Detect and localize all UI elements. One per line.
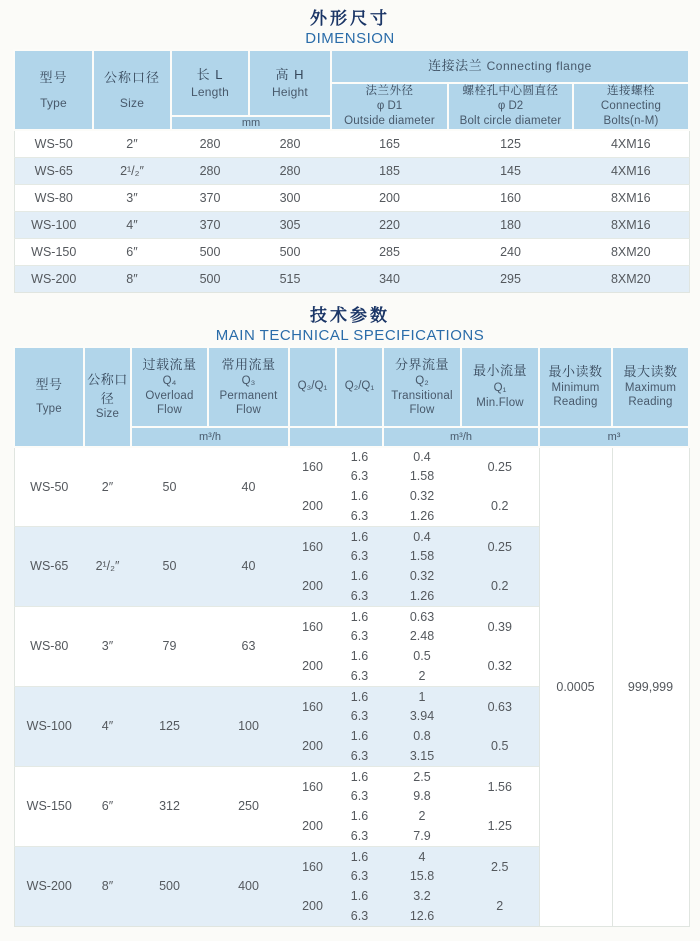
cell-bolt-circle-diameter: 160 — [448, 184, 573, 211]
cell-q3q1: 160 — [289, 607, 336, 647]
minflow-symbol: Q₁ — [493, 382, 507, 395]
ratio-q3q1-label: Q₃/Q₁ — [297, 379, 328, 392]
cell-size: 2¹/₂″ — [84, 527, 131, 607]
cell-min-flow: 0.25 — [461, 447, 539, 487]
cell-transitional-flow: 0.8 — [383, 727, 461, 747]
bolts-en2: Bolts(n-M) — [603, 114, 659, 127]
cell-transitional-flow: 3.2 — [383, 887, 461, 907]
cell-q2q1: 6.3 — [336, 707, 383, 727]
dimension-title-en: DIMENSION — [305, 30, 395, 47]
cell-transitional-flow: 12.6 — [383, 907, 461, 927]
cell-min-flow: 0.5 — [461, 727, 539, 767]
cell-transitional-flow: 0.32 — [383, 487, 461, 507]
cell-min-flow: 2.5 — [461, 847, 539, 887]
flange-group-zh: 连接法兰 — [428, 58, 483, 74]
cell-q3q1: 200 — [289, 807, 336, 847]
cell-overload-flow: 79 — [131, 607, 208, 687]
cell-transitional-flow: 7.9 — [383, 827, 461, 847]
spec-type-zh: 型号 — [35, 377, 63, 393]
cell-type: WS-100 — [14, 211, 93, 238]
cell-outside-diameter: 185 — [331, 157, 448, 184]
transitional-symbol: Q₂ — [415, 375, 429, 388]
bolts-zh: 连接螺栓 — [607, 85, 655, 98]
cell-transitional-flow: 4 — [383, 847, 461, 867]
unit-ratio-spacer — [289, 427, 383, 447]
d2-en: Bolt circle diameter — [459, 114, 562, 127]
col-header-height-zh: 高 H — [275, 66, 305, 82]
cell-q2q1: 6.3 — [336, 907, 383, 927]
spec-table-body — [14, 447, 689, 927]
spec-col-header-size — [84, 347, 131, 447]
cell-connecting-bolts: 8XM20 — [573, 265, 689, 292]
cell-q2q1: 1.6 — [336, 887, 383, 907]
cell-connecting-bolts: 4XM16 — [573, 157, 689, 184]
spec-section-title — [0, 305, 700, 346]
cell-min-flow: 0.25 — [461, 527, 539, 567]
cell-transitional-flow: 1.58 — [383, 547, 461, 567]
col-header-size-zh: 公称口径 — [103, 69, 160, 85]
cell-q3q1: 200 — [289, 727, 336, 767]
cell-type: WS-50 — [14, 447, 84, 527]
cell-outside-diameter: 200 — [331, 184, 448, 211]
cell-height: 280 — [249, 130, 331, 157]
spec-title-zh: 技术参数 — [310, 305, 390, 325]
cell-transitional-flow: 1.26 — [383, 587, 461, 607]
spec-table — [13, 346, 690, 928]
cell-min-flow: 0.63 — [461, 687, 539, 727]
col-header-type-en: Type — [40, 95, 67, 110]
cell-min-flow: 0.2 — [461, 567, 539, 607]
spec-col-header-min-flow — [461, 347, 539, 427]
dimension-title-zh: 外形尺寸 — [310, 9, 390, 28]
cell-height: 515 — [249, 265, 331, 292]
spec-col-header-maximum-reading — [612, 347, 689, 427]
cell-size: 3″ — [84, 607, 131, 687]
cell-q2q1: 6.3 — [336, 787, 383, 807]
dimension-section-title — [0, 8, 700, 49]
cell-length: 280 — [171, 130, 249, 157]
permanent-en: Permanent Flow — [219, 389, 278, 416]
cell-maximum-reading: 999,999 — [612, 447, 689, 927]
d1-zh: 法兰外径 — [365, 85, 414, 98]
col-header-size — [93, 50, 171, 130]
cell-q2q1: 1.6 — [336, 447, 383, 467]
col-header-height — [249, 50, 331, 116]
cell-connecting-bolts: 4XM16 — [573, 130, 689, 157]
ratio-q2q1-label: Q₂/Q₁ — [344, 379, 375, 392]
overload-zh: 过载流量 — [142, 356, 197, 372]
spec-size-en: Size — [95, 408, 120, 421]
cell-q3q1: 160 — [289, 847, 336, 887]
cell-q3q1: 160 — [289, 687, 336, 727]
unit-flow2-header: m³/h — [383, 427, 539, 447]
cell-q3q1: 200 — [289, 487, 336, 527]
table-row — [14, 447, 689, 467]
cell-size: 6″ — [84, 767, 131, 847]
cell-q2q1: 1.6 — [336, 807, 383, 827]
cell-bolt-circle-diameter: 295 — [448, 265, 573, 292]
cell-overload-flow: 125 — [131, 687, 208, 767]
permanent-zh: 常用流量 — [221, 356, 276, 372]
cell-transitional-flow: 3.94 — [383, 707, 461, 727]
table-row — [14, 157, 689, 184]
unit-flow-header: m³/h — [131, 427, 289, 447]
spec-type-en: Type — [36, 403, 62, 416]
cell-bolt-circle-diameter: 145 — [448, 157, 573, 184]
cell-outside-diameter: 340 — [331, 265, 448, 292]
col-header-outside-diameter — [331, 83, 448, 130]
cell-q2q1: 6.3 — [336, 627, 383, 647]
cell-q2q1: 6.3 — [336, 867, 383, 887]
cell-minimum-reading: 0.0005 — [539, 447, 612, 927]
col-header-size-en: Size — [119, 95, 145, 110]
cell-connecting-bolts: 8XM16 — [573, 211, 689, 238]
cell-q2q1: 6.3 — [336, 827, 383, 847]
cell-transitional-flow: 0.5 — [383, 647, 461, 667]
cell-q2q1: 1.6 — [336, 527, 383, 547]
cell-permanent-flow: 63 — [208, 607, 289, 687]
col-header-type-zh: 型号 — [39, 69, 68, 85]
cell-q3q1: 160 — [289, 527, 336, 567]
cell-permanent-flow: 100 — [208, 687, 289, 767]
cell-transitional-flow: 9.8 — [383, 787, 461, 807]
minreading-zh: 最小读数 — [548, 364, 603, 380]
cell-size: 4″ — [84, 687, 131, 767]
cell-size: 8″ — [84, 847, 131, 927]
cell-height: 500 — [249, 238, 331, 265]
cell-height: 280 — [249, 157, 331, 184]
col-header-type — [14, 50, 93, 130]
cell-size: 4″ — [93, 211, 171, 238]
unit-reading-header: m³ — [539, 427, 689, 447]
cell-height: 305 — [249, 211, 331, 238]
spec-col-header-overload-flow — [131, 347, 208, 427]
d2-zh: 螺栓孔中心圆直径 — [462, 85, 559, 98]
cell-bolt-circle-diameter: 180 — [448, 211, 573, 238]
spec-title-en: MAIN TECHNICAL SPECIFICATIONS — [215, 326, 485, 344]
table-row — [14, 184, 689, 211]
cell-q2q1: 1.6 — [336, 487, 383, 507]
cell-type: WS-200 — [14, 847, 84, 927]
cell-q3q1: 160 — [289, 447, 336, 487]
spec-col-header-minimum-reading — [539, 347, 612, 427]
cell-q2q1: 1.6 — [336, 567, 383, 587]
cell-size: 8″ — [93, 265, 171, 292]
permanent-symbol: Q₃ — [241, 375, 256, 388]
cell-outside-diameter: 165 — [331, 130, 448, 157]
cell-min-flow: 1.56 — [461, 767, 539, 807]
cell-transitional-flow: 2 — [383, 807, 461, 827]
cell-min-flow: 1.25 — [461, 807, 539, 847]
table-row — [14, 130, 689, 157]
cell-length: 370 — [171, 184, 249, 211]
cell-q2q1: 1.6 — [336, 647, 383, 667]
overload-en: Overload Flow — [145, 389, 194, 416]
cell-permanent-flow: 40 — [208, 447, 289, 527]
transitional-en: Transitional Flow — [391, 389, 453, 416]
cell-permanent-flow: 40 — [208, 527, 289, 607]
cell-q3q1: 200 — [289, 567, 336, 607]
spec-col-header-transitional-flow — [383, 347, 461, 427]
cell-transitional-flow: 1.58 — [383, 467, 461, 487]
col-header-connecting-bolts — [573, 83, 689, 130]
cell-q3q1: 200 — [289, 647, 336, 687]
cell-transitional-flow: 15.8 — [383, 867, 461, 887]
minflow-en: Min.Flow — [476, 396, 524, 409]
cell-bolt-circle-diameter: 125 — [448, 130, 573, 157]
cell-overload-flow: 500 — [131, 847, 208, 927]
cell-type: WS-80 — [14, 607, 84, 687]
cell-permanent-flow: 400 — [208, 847, 289, 927]
cell-type: WS-150 — [14, 238, 93, 265]
cell-q2q1: 1.6 — [336, 687, 383, 707]
spec-col-header-q2q1 — [336, 347, 383, 427]
cell-transitional-flow: 1 — [383, 687, 461, 707]
unit-mm-header: mm — [171, 116, 331, 130]
cell-transitional-flow: 0.32 — [383, 567, 461, 587]
cell-transitional-flow: 2.48 — [383, 627, 461, 647]
cell-transitional-flow: 0.4 — [383, 447, 461, 467]
cell-overload-flow: 50 — [131, 447, 208, 527]
cell-bolt-circle-diameter: 240 — [448, 238, 573, 265]
cell-q2q1: 1.6 — [336, 847, 383, 867]
cell-length: 280 — [171, 157, 249, 184]
dimension-table-body — [14, 130, 689, 292]
cell-min-flow: 0.32 — [461, 647, 539, 687]
cell-q2q1: 6.3 — [336, 507, 383, 527]
bolts-en1: Connecting — [600, 100, 662, 113]
cell-type: WS-200 — [14, 265, 93, 292]
cell-size: 2″ — [84, 447, 131, 527]
cell-q2q1: 1.6 — [336, 767, 383, 787]
cell-size: 6″ — [93, 238, 171, 265]
col-header-bolt-circle-diameter — [448, 83, 573, 130]
cell-connecting-bolts: 8XM20 — [573, 238, 689, 265]
overload-symbol: Q₄ — [162, 375, 177, 388]
cell-type: WS-100 — [14, 687, 84, 767]
cell-overload-flow: 50 — [131, 527, 208, 607]
cell-length: 500 — [171, 238, 249, 265]
col-header-length-zh: 长 L — [196, 66, 224, 82]
spec-col-header-type — [14, 347, 84, 447]
cell-type: WS-65 — [14, 527, 84, 607]
cell-size: 2¹/₂″ — [93, 157, 171, 184]
d2-symbol: φ D2 — [497, 100, 524, 113]
dimension-table — [13, 49, 690, 293]
cell-q2q1: 6.3 — [336, 547, 383, 567]
cell-transitional-flow: 1.26 — [383, 507, 461, 527]
cell-type: WS-80 — [14, 184, 93, 211]
maxreading-en: Maximum Reading — [624, 382, 677, 408]
cell-type: WS-65 — [14, 157, 93, 184]
cell-outside-diameter: 285 — [331, 238, 448, 265]
minflow-zh: 最小流量 — [472, 363, 527, 379]
cell-overload-flow: 312 — [131, 767, 208, 847]
cell-transitional-flow: 2.5 — [383, 767, 461, 787]
d1-symbol: φ D1 — [376, 100, 403, 113]
col-header-height-en: Height — [272, 84, 308, 99]
cell-outside-diameter: 220 — [331, 211, 448, 238]
d1-en: Outside diameter — [344, 114, 435, 127]
cell-transitional-flow: 2 — [383, 667, 461, 687]
cell-q2q1: 6.3 — [336, 667, 383, 687]
cell-size: 3″ — [93, 184, 171, 211]
table-row — [14, 238, 689, 265]
cell-length: 500 — [171, 265, 249, 292]
cell-permanent-flow: 250 — [208, 767, 289, 847]
cell-type: WS-150 — [14, 767, 84, 847]
minreading-en: Minimum Reading — [551, 382, 600, 408]
cell-q2q1: 6.3 — [336, 747, 383, 767]
cell-q2q1: 6.3 — [336, 467, 383, 487]
table-row — [14, 211, 689, 238]
table-row — [14, 265, 689, 292]
cell-type: WS-50 — [14, 130, 93, 157]
col-header-connecting-flange — [331, 50, 689, 83]
cell-q2q1: 6.3 — [336, 587, 383, 607]
cell-q2q1: 1.6 — [336, 727, 383, 747]
cell-min-flow: 0.2 — [461, 487, 539, 527]
cell-q2q1: 1.6 — [336, 607, 383, 627]
cell-min-flow: 2 — [461, 887, 539, 927]
cell-height: 300 — [249, 184, 331, 211]
cell-size: 2″ — [93, 130, 171, 157]
maxreading-zh: 最大读数 — [623, 364, 678, 380]
spec-col-header-permanent-flow — [208, 347, 289, 427]
cell-min-flow: 0.39 — [461, 607, 539, 647]
cell-length: 370 — [171, 211, 249, 238]
spec-col-header-q3q1 — [289, 347, 336, 427]
flange-group-en: Connecting flange — [486, 59, 592, 74]
transitional-zh: 分界流量 — [394, 356, 449, 372]
spec-size-zh: 公称口径 — [87, 371, 128, 406]
cell-q3q1: 200 — [289, 887, 336, 927]
cell-transitional-flow: 0.4 — [383, 527, 461, 547]
col-header-length — [171, 50, 249, 116]
cell-q3q1: 160 — [289, 767, 336, 807]
cell-transitional-flow: 0.63 — [383, 607, 461, 627]
cell-transitional-flow: 3.15 — [383, 747, 461, 767]
col-header-length-en: Length — [191, 84, 229, 99]
cell-connecting-bolts: 8XM16 — [573, 184, 689, 211]
